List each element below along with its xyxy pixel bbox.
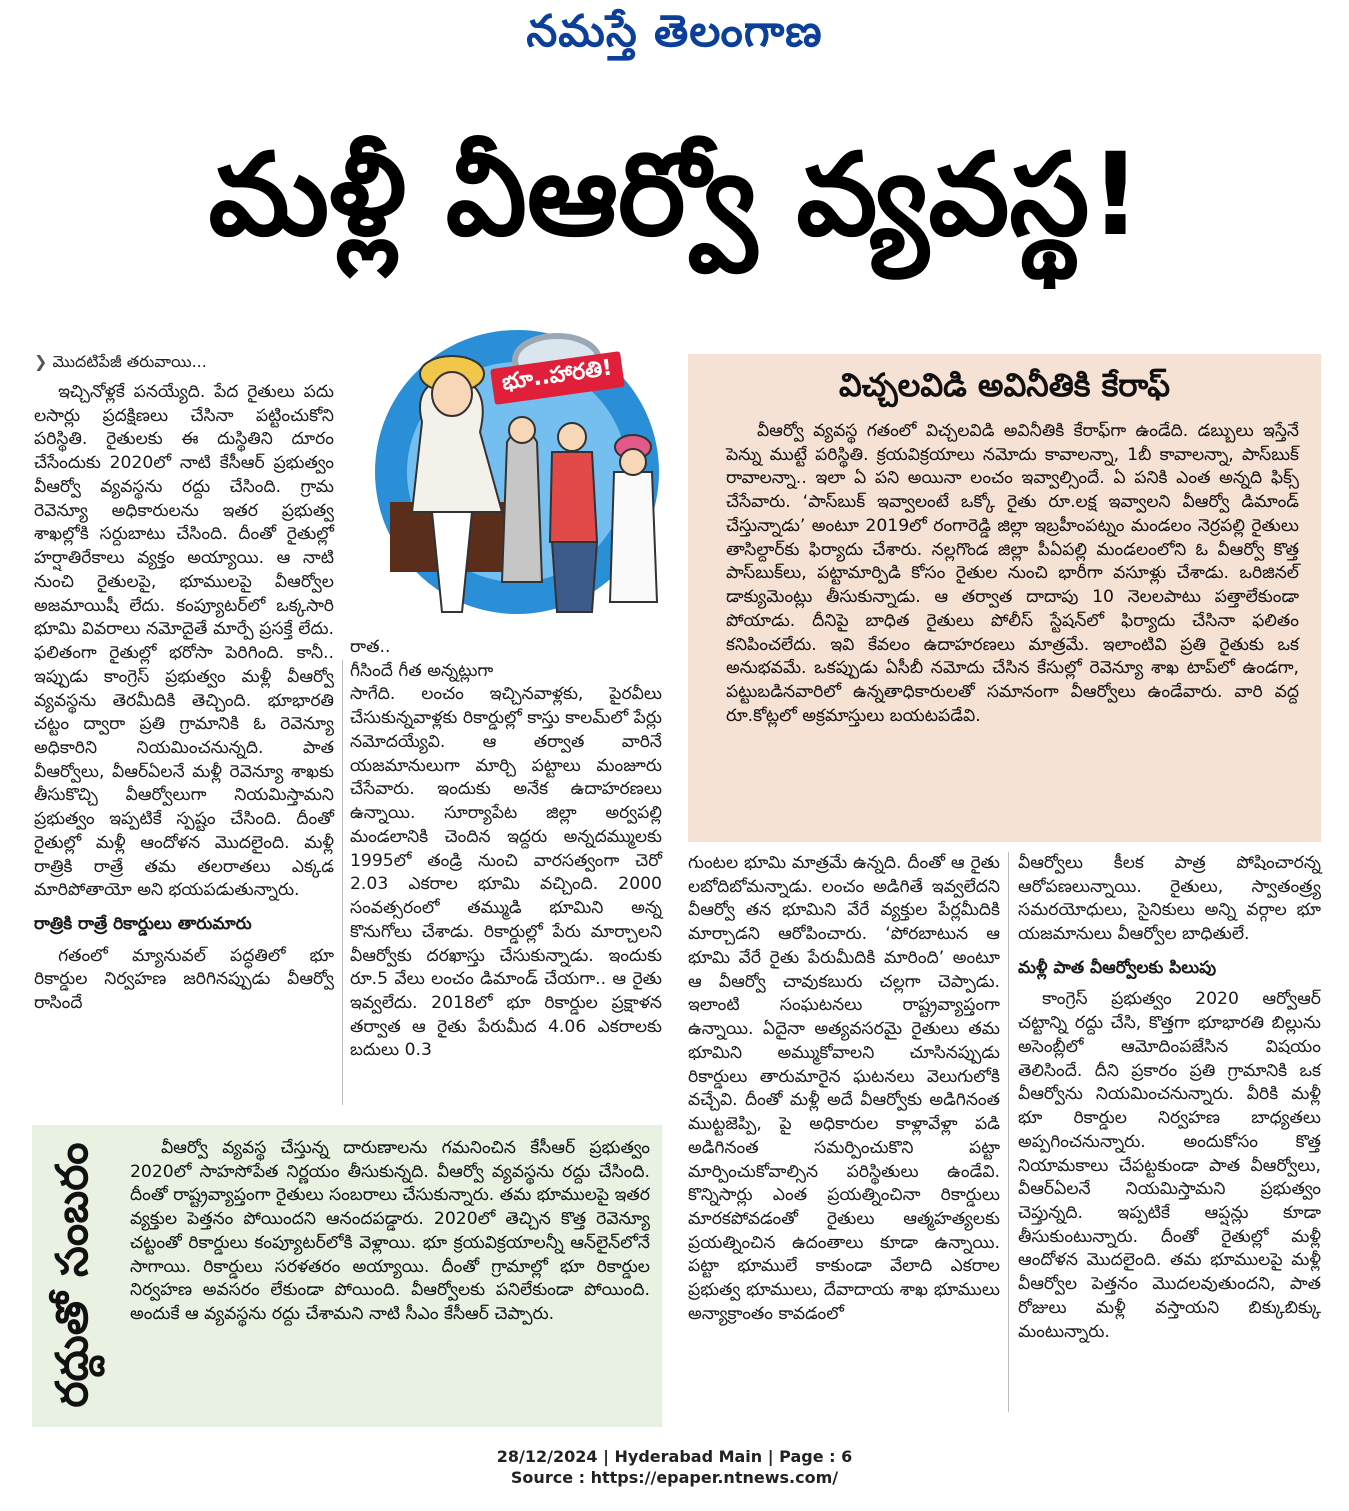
subheading: మళ్లీ పాత వీఆర్వోలకు పిలుపు	[1018, 957, 1217, 978]
column-3	[688, 852, 1000, 1327]
column-2-lead2: గీసిందే గీత అన్నట్లుగా	[350, 660, 494, 681]
box-text: వీఆర్వో వ్యవస్థ చేస్తున్న దారుణాలను గమనించిన కేసీఆర్ ప్రభుత్వం 2020లో సాహసోపేత నిర్ణయం తీసుకున్నది. వీఆర్వో వ్యవస్థను రద్దు చేసింది. దీంతో రాష్ట్రవ్యాప్తంగా రైతులు సంబరాలు చేసుకున్నారు. తమ భూములపై ఇతర వ్యక్తుల పెత్తనం పోయిందని ఆనందపడ్డారు. 2020లో తెచ్చిన కొత్త రెవెన్యూ చట్టంతో రికార్డులు కంప్యూటర్‌లోకి వెళ్లాయి. భూ క్రయవిక్రయాలన్నీ ఆన్‌లైన్‌లోనే సాగాయి. రికార్డులు సరళతరం అయ్యాయి. దీంతో గ్రామాల్లో భూ రికార్డుల నిర్వహణ అవసరం లేకుండా పోయింది. వీఆర్వోలకు పనిలేకుండా పోయింది. అందుకే ఆ వ్యవస్థను రద్దు చేశామని నాటి సీఎం కేసీఆర్ చెప్పారు.	[130, 1138, 650, 1325]
box-side-title	[36, 1125, 120, 1427]
footer-source-line: Source : https://epaper.ntnews.com/	[510, 1467, 839, 1487]
illustration	[352, 322, 682, 640]
article-paragraph: గతంలో మ్యానువల్ పద్ధతిలో భూ రికార్డుల నిర్వహణ జరిగినప్పుడు వీఆర్వో రాసిందే	[34, 945, 334, 1014]
sidebar-box-corruption	[688, 354, 1321, 842]
article-paragraph: ఇచ్చినోళ్లకే పనయ్యేది. పేద రైతులు పదు లసార్లు ప్రదక్షిణలు చేసినా పట్టించుకోని పరిస్థితి. రైతులకు ఈ దుస్థితిని దూరం చేసేందుకు 2020లో నాటి కేసీఆర్ ప్రభుత్వం వీఆర్వో వ్యవస్థను రద్దు చేసింది. గ్రామ రెవెన్యూ అధికారులను ఇతర ప్రభుత్వ శాఖల్లోకి సర్దుబాటు చేసింది. దీంతో రైతుల్లో హర్షాతిరేకాలు వ్యక్తం అయ్యాయి. ఆ నాటి నుంచి రైతులపై, భూములపై వీఆర్వోల అజమాయిషీ లేదు. కంప్యూటర్‌లో ఒక్కసారి భూమి వివరాలు నమోదైతే మార్పే ప్రసక్తే లేదు. ఫలితంగా రైతుల్లో భరోసా పెరిగింది. కానీ.. ఇప్పుడు కాంగ్రెస్ ప్రభుత్వం మళ్లీ వీఆర్వో వ్యవస్థను తెరమీదికి తెచ్చింది. భూభారతి చట్టం ద్వారా ప్రతి గ్రామానికి ఓ రెవెన్యూ అధికారిని నియమించనున్నది. పాత వీఆర్వోలు, వీఆర్ఏలనే మళ్లీ రెవెన్యూ శాఖకు తీసుకొచ్చి వీఆర్వోలుగా నియమిస్తామని ప్రభుత్వం ఇప్పటికే స్పష్టం చేసింది. దీంతో రైతుల్లో మళ్లీ ఆందోళన మొదలైంది. మళ్లీ రాత్రికి రాత్రే తమ తలరాతలు ఎక్కడ మారిపోతాయో అని భయపడుతున్నారు.	[34, 382, 334, 901]
box-text: వీఆర్వో వ్యవస్థ గతంలో విచ్చలవిడి అవినీతికి కేరాఫ్‌గా ఉండేది. డబ్బులు ఇస్తేనే పెన్ను ముట్టే పరిస్థితి. క్రయవిక్రయాలు నమోదు కావాలన్నా, 1బీ కావాలన్నా, పాస్‌బుక్ రావాలన్నా.. ఇలా ఏ పని అయినా లంచం ఇవ్వాల్సిందే. ఏ పనికి ఎంత అన్నది ఫిక్స్ చేసేవారు. ‘పాస్‌బుక్ ఇవ్వాలంటే ఒక్కో రైతు రూ.లక్ష ఇవ్వాలని వీఆర్వో డిమాండ్ చేస్తున్నాడు’ అంటూ 2019లో రంగారెడ్డి జిల్లా ఇబ్రహీంపట్నం మండలం నెర్రపల్లి రైతులు తాసిల్దార్‌కు ఫిర్యాదు చేశారు. నల్లగొండ జిల్లా పీఏపల్లి మండలంలోని ఓ వీఆర్వో కొత్త పాస్‌బుక్‌లు, పట్టామార్పిడి కోసం రైతుల నుంచి భారీగా వసూళ్లు చేశాడు. ఒరిజినల్ డాక్యుమెంట్లు తీసుకున్నాడు. ఆ తర్వాత దాదాపు 10 నెలలపాటు పత్తాలేకుండా పోయాడు. దీనిపై బాధిత రైతులు పోలీస్ స్టేషన్‌లో ఫిర్యాదు చేసినా ఫలితం కనిపించలేదు. ఇవి కేవలం ఉదాహరణలు మాత్రమే. ఇలాంటివి ప్రతి రైతుకు ఒక అనుభవమే. ఒకప్పుడు ఏసీబీ నమోదు చేసిన కేసుల్లో రెవెన్యూ శాఖ టాప్‌లో ఉండగా, పట్టుబడినవారిలో ఉన్నతాధికారులతో సమానంగా వీఆర్వోలు ఉండేవారు. వారి వద్ద రూ.కోట్లలో అక్రమాస్తులు బయటపడేవి.	[726, 421, 1300, 726]
article-paragraph: గుంటల భూమి మాత్రమే ఉన్నది. దీంతో ఆ రైతు లబోదిబోమన్నాడు. లంచం అడిగితే ఇవ్వలేదని వీఆర్వో తన భూమిని వేరే వ్యక్తుల పేర్లమీదికి మార్చాడని ఆరోపించారు. ‘పోరబాటున ఆ భూమి వేరే రైతు పేరుమీదికి మారింది’ అంటూ ఆ వీఆర్వో చావుకబురు చల్లగా చెప్పాడు. ఇలాంటి సంఘటనలు రాష్ట్రవ్యాప్తంగా ఉన్నాయి. ఏదైనా అత్యవసరమై రైతులు తమ భూమిని అమ్ముకోవాలని చూసినప్పుడు రికార్డులు తారుమారైన ఘటనలు వెలుగులోకి వచ్చేవి. దీంతో మళ్లీ అదే వీఆర్వోకు అడిగినంత ముట్టజెప్పి, పై అధికారుల కాళ్లావేళ్లా పడి అడిగినంత సమర్పించుకొని పట్టా మార్పించుకోవాల్సిన పరిస్థితులు ఉండేవి. కొన్నిసార్లు ఎంత ప్రయత్నించినా రికార్డులు మారకపోవడంతో రైతులు ఆత్మహత్యలకు ప్రయత్నించిన ఉదంతాలు కూడా ఉన్నాయి. పట్టా భూములే కాకుండా వేలాది ఎకరాల ప్రభుత్వ భూములు, దేవాదాయ శాఖ భూములు అన్యాక్రాంతం కావడంలో	[688, 853, 1000, 1324]
column-2	[350, 636, 662, 1063]
column-divider	[342, 660, 343, 1105]
sidebar-box-celebration	[32, 1125, 662, 1427]
column-1	[34, 352, 334, 1016]
article-paragraph: సాగేది. లంచం ఇచ్చినవాళ్లకు, పైరవీలు చేసుకున్నవాళ్లకు రికార్డుల్లో కాస్తు కాలమ్‌లో పేర్లు నమోదయ్యేవి. ఆ తర్వాత వారినే యజమానులుగా మార్చి పట్టాలు మంజూరు చేసేవారు. ఇందుకు అనేక ఉదాహరణలు ఉన్నాయి. సూర్యాపేట జిల్లా అర్వపల్లి మండలానికి చెందిన ఇద్దరు అన్నదమ్ములకు 1995లో తండ్రి నుంచి వారసత్వంగా చెరో 2.03 ఎకరాల భూమి వచ్చింది. 2000 సంవత్సరంలో తమ్ముడి భూమిని అన్న కొనుగోలు చేశాడు. రికార్డుల్లో పేరు మార్చాలని వీఆర్వోకు దరఖాస్తు చేసుకున్నాడు. ఇందుకు రూ.5 వేలు లంచం డిమాండ్ చేయగా.. ఆ రైతు ఇవ్వలేదు. 2018లో భూ రికార్డుల ప్రక్షాళన తర్వాత ఆ రైతు పేరుమీద 4.06 ఎకరాలకు బదులు 0.3	[350, 684, 662, 1061]
breadcrumb-label: మొదటిపేజీ తరువాయి...	[52, 352, 207, 371]
box-side-title-text: రద్దుతో సంబరం	[47, 1142, 98, 1408]
headline: మళ్లీ వీఆర్వో వ్యవస్థ!	[208, 128, 1142, 261]
chevron-right-icon: ❯	[34, 352, 53, 371]
article-paragraph: వీఆర్వోలు కీలక పాత్ర పోషించారన్న ఆరోపణలున్నాయి. రైతులు, స్వాతంత్ర్య సమరయోధులు, సైనికులు అన్ని వర్గాల భూ యజమానులు వీఆర్వోల బాధితులే.	[1018, 853, 1321, 945]
footer	[0, 1447, 1349, 1489]
footer-date-line: 28/12/2024 | Hyderabad Main | Page : 6	[496, 1447, 853, 1466]
masthead-logo: నమస్తే తెలంగాణ	[526, 6, 823, 57]
badge: భూ..హారతి!	[490, 351, 625, 405]
column-divider	[1008, 852, 1009, 1412]
box-title: విచ్చలవిడి అవినీతికి కేరాఫ్	[838, 366, 1171, 404]
column-4	[1018, 852, 1321, 1344]
subheading: రాత్రికి రాత్రే రికార్డులు తారుమారు	[34, 914, 252, 935]
article-paragraph: కాంగ్రెస్ ప్రభుత్వం 2020 ఆర్వోఆర్ చట్టాన్ని రద్దు చేసి, కొత్తగా భూభారతి బిల్లును అసెంబ్లీలో ఆమోదింపజేసిన విషయం తెలిసిందే. దీని ప్రకారం ప్రతి గ్రామానికి ఒక వీఆర్వోను నియమించనున్నారు. వీరికి మళ్లీ భూ రికార్డుల నిర్వహణ బాధ్యతలు అప్పగించనున్నారు. అందుకోసం కొత్త నియామకాలు చేపట్టకుండా పాత వీఆర్వోలు, వీఆర్ఏలనే నియమిస్తామని ప్రభుత్వం చెప్తున్నది. ఇప్పటికే ఆప్షన్లు కూడా తీసుకుంటున్నారు. దీంతో రైతుల్లో మళ్లీ ఆందోళన మొదలైంది. తమ భూములపై మళ్లీ వీఆర్వోల పెత్తనం మొదలవుతుందని, పాత రోజులు మళ్లీ వస్తాయని బిక్కుబిక్కు మంటున్నారు.	[1018, 989, 1321, 1342]
column-2-lead: రాత..	[350, 637, 391, 657]
breadcrumb	[34, 352, 334, 375]
